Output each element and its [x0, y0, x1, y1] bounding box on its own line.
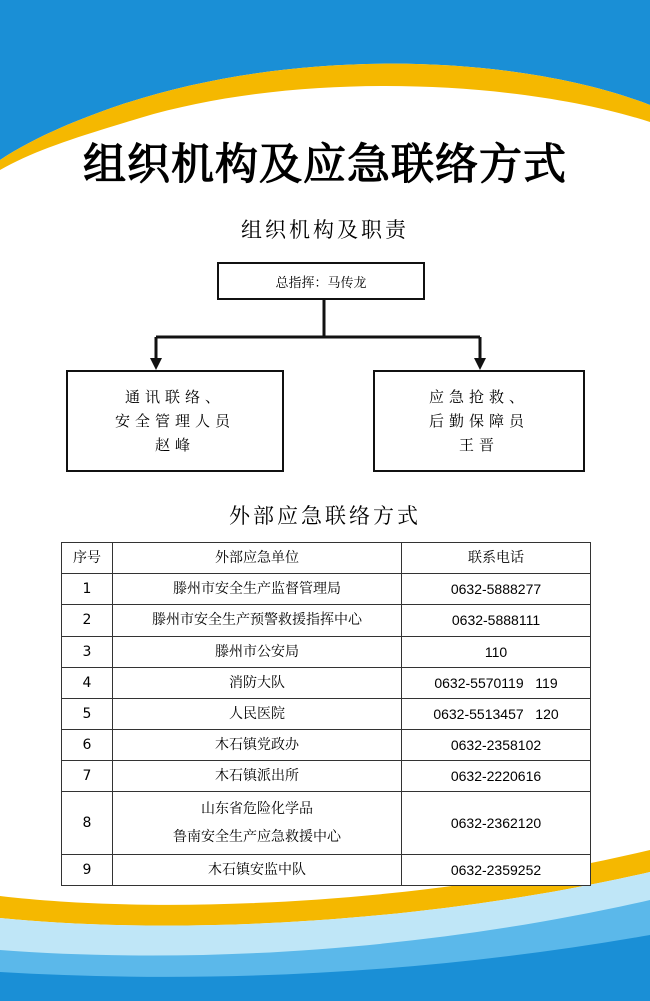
header-unit: 外部应急单位	[113, 543, 402, 574]
row-unit: 滕州市公安局	[113, 636, 402, 667]
row-unit: 滕州市安全生产预警救援指挥中心	[113, 605, 402, 636]
row-unit: 消防大队	[113, 667, 402, 698]
row-no: 6	[62, 730, 113, 761]
external-contacts-heading: 外部应急联络方式	[229, 504, 421, 528]
header-no: 序号	[62, 543, 113, 574]
row-no: 7	[62, 761, 113, 792]
emergency-contacts-table	[61, 542, 591, 886]
rescue-logistics-box	[373, 370, 585, 472]
page-title: 组织机构及应急联络方式	[83, 140, 567, 190]
row-phone: 0632-2358102	[402, 730, 591, 761]
row-no: 1	[62, 574, 113, 605]
table-header-row	[62, 543, 591, 574]
table-row	[62, 854, 591, 885]
table-row	[62, 667, 591, 698]
right-box-role-line1: 应急抢救、	[428, 388, 529, 406]
row-phone: 110	[402, 636, 591, 667]
table-row	[62, 761, 591, 792]
table-row	[62, 792, 591, 854]
row-unit: 滕州市安全生产监督管理局	[113, 574, 402, 605]
table-row	[62, 574, 591, 605]
left-box-role-line1: 通讯联络、	[124, 388, 225, 406]
right-box-role-line2: 后勤保障员	[428, 412, 529, 430]
row-unit-line2: 鲁南安全生产应急救援中心	[173, 829, 341, 846]
row-phone: 0632-5888111	[402, 605, 591, 636]
table-row	[62, 730, 591, 761]
left-box-person-name: 赵峰	[154, 436, 195, 454]
table-row	[62, 698, 591, 729]
right-box-person-name: 王晋	[458, 436, 499, 454]
row-unit: 木石镇党政办	[113, 730, 402, 761]
row-unit-line1: 山东省危险化学品	[201, 801, 313, 818]
row-unit: 木石镇安监中队	[113, 854, 402, 885]
row-no: 3	[62, 636, 113, 667]
row-phone: 0632-5570119 119	[402, 667, 591, 698]
row-phone: 0632-2362120	[402, 792, 591, 854]
left-box-role-line2: 安全管理人员	[114, 412, 235, 430]
row-unit: 人民医院	[113, 698, 402, 729]
header-phone: 联系电话	[402, 543, 591, 574]
row-no: 2	[62, 605, 113, 636]
chief-commander-box	[217, 262, 425, 300]
table-row	[62, 605, 591, 636]
row-phone: 0632-5513457 120	[402, 698, 591, 729]
communication-safety-box	[66, 370, 284, 472]
row-phone: 0632-2359252	[402, 854, 591, 885]
row-phone: 0632-5888277	[402, 574, 591, 605]
row-no: 4	[62, 667, 113, 698]
row-phone: 0632-2220616	[402, 761, 591, 792]
org-structure-heading: 组织机构及职责	[241, 218, 409, 242]
row-no: 8	[62, 792, 113, 854]
row-unit	[113, 792, 402, 854]
row-unit: 木石镇派出所	[113, 761, 402, 792]
row-no: 9	[62, 854, 113, 885]
row-no: 5	[62, 698, 113, 729]
chief-commander-label: 总指挥：马传龙	[275, 275, 367, 291]
table-row	[62, 636, 591, 667]
